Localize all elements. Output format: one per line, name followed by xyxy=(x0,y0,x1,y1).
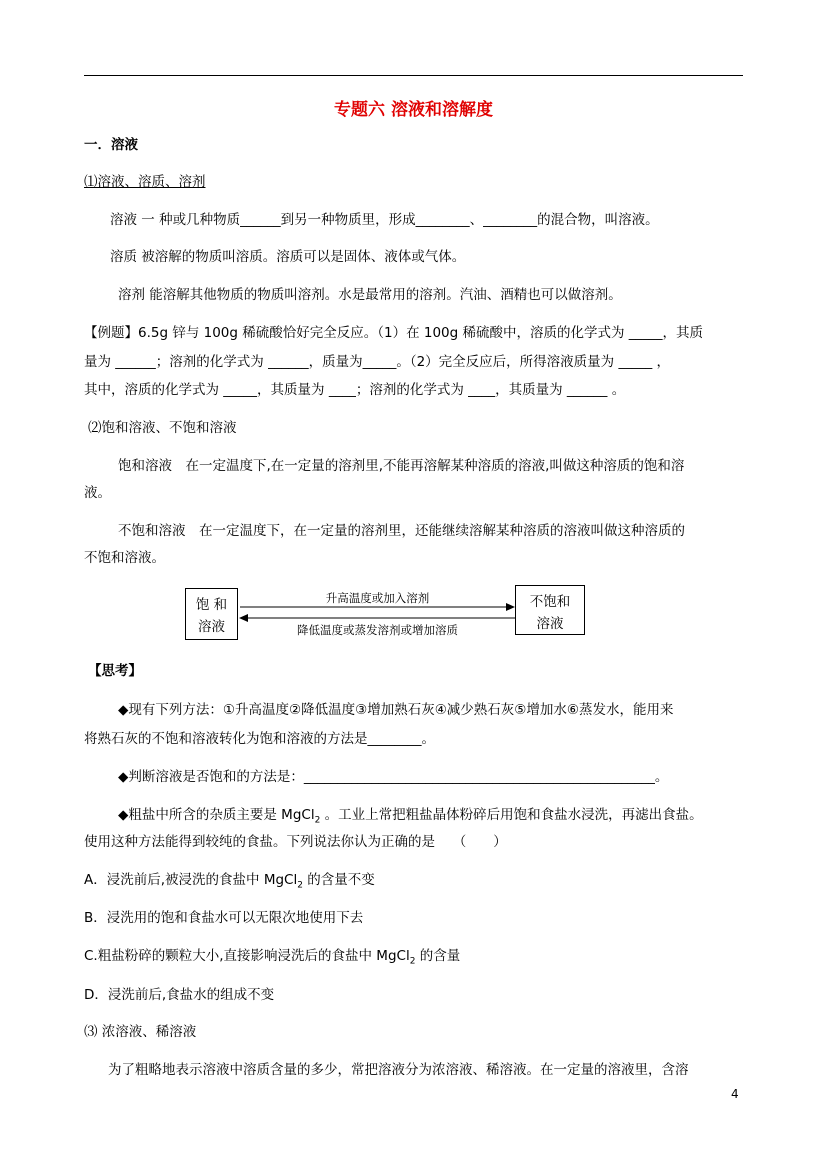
option-c-text: C.粗盐粉碎的颗粒大小,直接影响浸洗后的食盐中 MgCl xyxy=(84,948,410,964)
option-c-subscript: 2 xyxy=(409,956,416,967)
unsaturated-box-line-1: 不饱和 xyxy=(529,594,571,610)
subsection-heading-2: ⑵饱和溶液、不饱和溶液 xyxy=(88,420,237,436)
top-arrow-label: 升高温度或加入溶剂 xyxy=(325,591,430,605)
q3-text-a: ◆粗盐中所含的杂质主要是 MgCl xyxy=(118,807,315,823)
header-rule xyxy=(84,75,743,76)
page-title: 专题六 溶液和溶解度 xyxy=(334,100,493,120)
definition-unsaturated-2: 不饱和溶液。 xyxy=(84,550,165,566)
definition-unsaturated-1: 不饱和溶液 在一定温度下，在一定量的溶剂里，还能继续溶解某种溶质的溶液叫做这种溶质的 xyxy=(118,523,685,539)
definition-saturated-1: 饱和溶液 在一定温度下,在一定量的溶剂里,不能再溶解某种溶质的溶液,叫做这种溶质的饱和溶 xyxy=(118,458,685,474)
think-question-1-line-2: 将熟石灰的不饱和溶液转化为饱和溶液的方法是________。 xyxy=(84,731,435,747)
saturated-box-line-2: 溶液 xyxy=(198,619,225,635)
page-number: 4 xyxy=(731,1087,739,1101)
top-arrow xyxy=(240,603,515,611)
option-a xyxy=(84,871,375,895)
subsection-heading-1: ⑴溶液、溶质、溶剂 xyxy=(84,174,206,190)
section-heading-solution: 一．溶液 xyxy=(84,137,138,153)
think-question-3-line-1 xyxy=(118,806,703,830)
option-b: B．浸洗用的饱和食盐水可以无限次地使用下去 xyxy=(84,910,364,926)
think-question-2: ◆判断溶液是否饱和的方法是：____________________________________________________。 xyxy=(118,769,669,785)
q3-text-b: 。工业上常把粗盐晶体粉碎后用饱和食盐水浸洗，再滤出食盐。 xyxy=(320,807,703,823)
option-a-subscript: 2 xyxy=(297,880,303,891)
q3-subscript: 2 xyxy=(314,815,321,826)
saturated-box-line-1: 饱 和 xyxy=(195,597,228,613)
subsection-heading-3: ⑶ 浓溶液、稀溶液 xyxy=(84,1024,197,1040)
example-line-2: 量为 ______；溶剂的化学式为 ______，质量为_____。（2）完全反应后，所得溶液质量为 _____ ， xyxy=(84,354,671,370)
definition-solvent: 溶剂 能溶解其他物质的物质叫溶剂。水是最常用的溶剂。汽油、酒精也可以做溶剂。 xyxy=(118,287,622,303)
definition-solution: 溶液 一 种或几种物质______到另一种物质里，形成________、________的混合物，叫溶液。 xyxy=(110,212,659,228)
option-c xyxy=(84,947,460,971)
think-heading: 【思考】 xyxy=(88,663,142,679)
example-line-1: 【例题】6.5g 锌与 100g 稀硫酸恰好完全反应。（1）在 100g 稀硫酸中，溶质的化学式为 _____，其质 xyxy=(84,325,704,341)
example-line-3: 其中，溶质的化学式为 _____，其质量为 ____；溶剂的化学式为 ____，其质量为 ______ 。 xyxy=(84,382,626,398)
think-question-3-line-2: 使用这种方法能得到较纯的食盐。下列说法你认为正确的是 （ ） xyxy=(84,834,507,850)
unsaturated-box-line-2: 溶液 xyxy=(536,616,564,632)
saturated-box xyxy=(185,588,238,640)
option-c-text-end: 的含量 xyxy=(415,948,461,964)
bottom-arrow xyxy=(239,614,515,622)
concentration-text-line-1: 为了粗略地表示溶液中溶质含量的多少，常把溶液分为浓溶液、稀溶液。在一定量的溶液里，含溶 xyxy=(108,1062,689,1078)
option-a-text-end: 的含量不变 xyxy=(302,872,375,888)
option-d: D．浸洗前后,食盐水的组成不变 xyxy=(84,987,275,1003)
think-question-1-line-1: ◆现有下列方法：①升高温度②降低温度③增加熟石灰④减少熟石灰⑤增加水⑥蒸发水，能用来 xyxy=(118,702,674,718)
definition-saturated-2: 液。 xyxy=(84,485,111,501)
unsaturated-box xyxy=(515,585,585,635)
option-a-text: A．浸洗前后,被浸洗的食盐中 MgCl xyxy=(84,872,298,888)
bottom-arrow-label: 降低温度或蒸发溶剂或增加溶质 xyxy=(297,623,458,637)
conversion-arrows xyxy=(238,600,516,625)
definition-solute: 溶质 被溶解的物质叫溶质。溶质可以是固体、液体或气体。 xyxy=(110,249,466,265)
